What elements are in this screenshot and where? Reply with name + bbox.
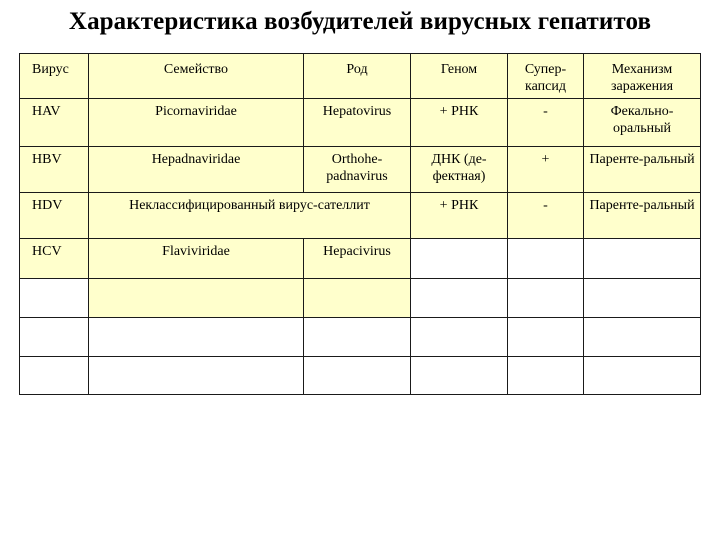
empty-cell (508, 279, 584, 318)
header-family: Семейство (89, 54, 304, 99)
virus-table (19, 53, 701, 395)
cell-family: Flaviviridae (89, 239, 304, 279)
empty-cell (584, 357, 701, 395)
cell-virus: HCV (20, 239, 89, 279)
table-row-hav (20, 99, 701, 147)
header-genus: Род (304, 54, 411, 99)
cell-supercapsid: - (508, 193, 584, 239)
empty-cell (304, 318, 411, 357)
cell-supercapsid: - (508, 99, 584, 147)
empty-cell (20, 357, 89, 395)
cell-family-genus-merged: Неклассифицированный вирус-сателлит (89, 193, 411, 239)
cell-family: Hepadnaviridae (89, 147, 304, 193)
header-row (20, 54, 701, 99)
cell-genus: Hepacivirus (304, 239, 411, 279)
cell-genome: ДНК (де-фектная) (411, 147, 508, 193)
table-row-hdv (20, 193, 701, 239)
table-row-hbv (20, 147, 701, 193)
empty-cell (20, 318, 89, 357)
table-row-hcv (20, 239, 701, 279)
cell-mechanism: Паренте-ральный (584, 193, 701, 239)
empty-cell (508, 357, 584, 395)
cell-genome: + РНК (411, 193, 508, 239)
empty-cell (89, 279, 304, 318)
cell-mechanism (584, 239, 701, 279)
table-row-empty (20, 357, 701, 395)
cell-virus: HDV (20, 193, 89, 239)
empty-cell (411, 318, 508, 357)
empty-cell (584, 318, 701, 357)
cell-genome (411, 239, 508, 279)
header-mechanism: Механизм заражения (584, 54, 701, 99)
empty-cell (508, 318, 584, 357)
cell-mechanism: Паренте-ральный (584, 147, 701, 193)
empty-cell (304, 357, 411, 395)
empty-cell (411, 357, 508, 395)
table-row-empty (20, 279, 701, 318)
header-genome: Геном (411, 54, 508, 99)
cell-supercapsid: + (508, 147, 584, 193)
table-row-empty (20, 318, 701, 357)
cell-virus: HBV (20, 147, 89, 193)
cell-genus: Orthohe-padnavirus (304, 147, 411, 193)
cell-virus: HAV (20, 99, 89, 147)
empty-cell (304, 279, 411, 318)
slide-title: Характеристика возбудителей вирусных гепатитов (68, 8, 652, 35)
cell-supercapsid (508, 239, 584, 279)
empty-cell (411, 279, 508, 318)
empty-cell (584, 279, 701, 318)
empty-cell (89, 357, 304, 395)
header-virus: Вирус (20, 54, 89, 99)
cell-family: Picornaviridae (89, 99, 304, 147)
header-supercapsid: Супер-капсид (508, 54, 584, 99)
cell-genome: + РНК (411, 99, 508, 147)
cell-genus: Hepatovirus (304, 99, 411, 147)
empty-cell (89, 318, 304, 357)
cell-mechanism: Фекально-оральный (584, 99, 701, 147)
empty-cell (20, 279, 89, 318)
